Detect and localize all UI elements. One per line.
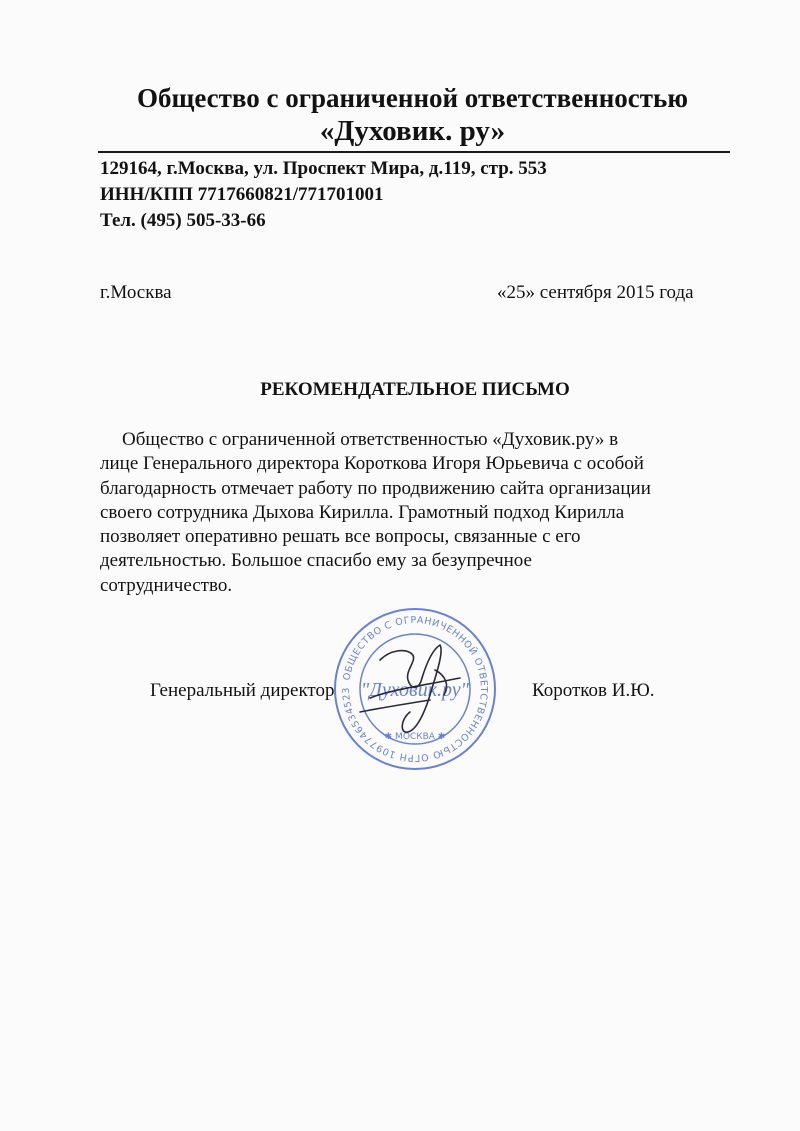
seal-city-text: ✱ МОСКВА ✱ [384, 732, 446, 742]
body-line: лице Генерального директора Короткова Игоря Юрьевича с особой [100, 453, 644, 475]
signatory-position: Генеральный директор [150, 680, 335, 701]
company-name-line1: Общество с ограниченной ответственностью [137, 83, 688, 113]
letter-body [100, 428, 651, 598]
body-line: сотрудничество. [100, 574, 233, 596]
letter-date: «25» сентября 2015 года [497, 282, 694, 303]
body-line: своего сотрудника Дыхова Кирилла. Грамотный подход Кирилла [100, 501, 625, 523]
seal-ring-text: ОБЩЕСТВО С ОГРАНИЧЕННОЙ ОТВЕТСТВЕННОСТЬЮ ОГРН 1097746534523 [340, 614, 490, 764]
body-line: деятельностью. Большое спасибо ему за безупречное [100, 550, 532, 572]
seal-center-text: "Духовик.ру" [360, 679, 470, 701]
body-line: Общество с ограниченной ответственностью «Духовик.ру» в [122, 429, 619, 450]
body-line: благодарность отмечает работу по продвижению сайта организации [100, 477, 651, 499]
header-divider [98, 151, 730, 153]
letter-place: г.Москва [100, 282, 172, 303]
body-line: позволяет оперативно решать все вопросы, связанные с его [100, 526, 581, 548]
company-inn-kpp: ИНН/КПП 7717660821/771701001 [100, 184, 384, 205]
company-phone: Тел. (495) 505-33-66 [100, 210, 266, 231]
handwritten-signature-icon [350, 640, 480, 740]
document-title: РЕКОМЕНДАТЕЛЬНОЕ ПИСЬМО [260, 379, 570, 400]
company-name-line2: «Духовик. ру» [319, 115, 506, 147]
company-address: 129164, г.Москва, ул. Проспект Мира, д.119, стр. 553 [100, 158, 547, 179]
signatory-name: Коротков И.Ю. [532, 680, 655, 701]
company-details [100, 156, 547, 234]
